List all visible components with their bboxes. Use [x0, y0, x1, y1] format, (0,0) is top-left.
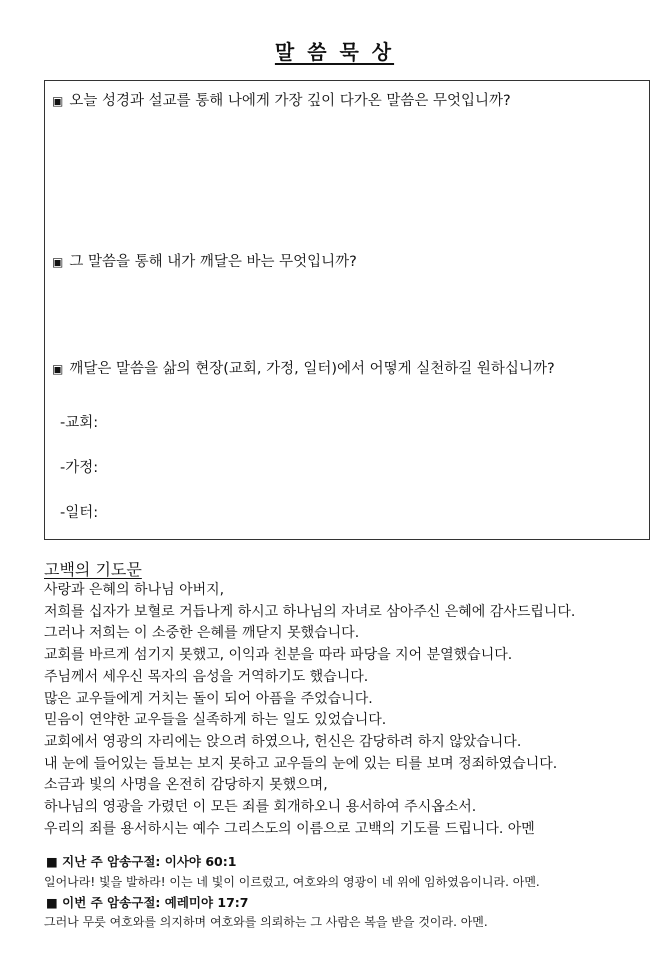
- question-1-text: 오늘 성경과 설교를 통해 나에게 가장 깊이 다가온 말씀은 무엇입니까?: [69, 93, 511, 109]
- bullet-icon: ▣: [52, 94, 64, 108]
- bullet-icon: ▣: [52, 362, 64, 376]
- page-title: 말 씀 묵 상: [274, 40, 395, 64]
- question-3-text: 깨달은 말씀을 삶의 현장(교회, 가정, 일터)에서 어떻게 실천하길 원하십니까?: [69, 361, 555, 377]
- meditation-box: [44, 80, 650, 540]
- prayer-line: 믿음이 연약한 교우들을 실족하게 하는 일도 있었습니다.: [44, 712, 387, 729]
- question-1: [52, 88, 641, 114]
- last-week-verse-text: 일어나라! 빛을 발하라! 이는 네 빛이 이르렀고, 여호와의 영광이 네 위에 임하였음이니라. 아멘.: [44, 875, 540, 889]
- prayer-line: 교회를 바르게 섬기지 못했고, 이익과 친분을 따라 파당을 지어 분열했습니다.: [44, 647, 513, 664]
- prayer-line: 하나님의 영광을 가렸던 이 모든 죄를 회개하오니 용서하여 주시옵소서.: [44, 799, 477, 816]
- prayer-line: 교회에서 영광의 자리에는 앉으려 하였으나, 헌신은 감당하려 하지 않았습니다.: [44, 733, 522, 750]
- church-label: -교회:: [60, 415, 99, 431]
- prayer-line: 그러나 저희는 이 소중한 은혜를 깨닫지 못했습니다.: [44, 625, 360, 642]
- prayer-line: 내 눈에 들어있는 들보는 보지 못하고 교우들의 눈에 있는 티를 보며 정죄하였습니다.: [44, 755, 558, 772]
- question-2: [52, 249, 641, 275]
- question-3: [52, 356, 641, 382]
- prayer-line: 소금과 빛의 사명을 온전히 감당하지 못했으며,: [44, 777, 328, 794]
- bullet-icon: ▣: [52, 255, 64, 269]
- question-2-text: 그 말씀을 통해 내가 깨달은 바는 무엇입니까?: [69, 254, 357, 270]
- work-label: -일터:: [60, 505, 99, 521]
- prayer-line: 많은 교우들에게 거치는 돌이 되어 아픔을 주었습니다.: [44, 690, 373, 707]
- home-label: -가정:: [60, 460, 99, 476]
- this-week-verse-text: 그러나 무릇 여호와를 의지하며 여호와를 의뢰하는 그 사람은 복을 받을 것이라. 아멘.: [44, 915, 488, 929]
- prayer-line: 우리의 죄를 용서하시는 예수 그리스도의 이름으로 고백의 기도를 드립니다. 아멘: [44, 820, 535, 837]
- prayer-line: 저희를 십자가 보혈로 거듭나게 하시고 하나님의 자녀로 삼아주신 은혜에 감사드립니다.: [44, 603, 576, 620]
- prayer-body: [44, 580, 664, 840]
- this-week-verse-label: ■ 이번 주 암송구절: 예레미야 17:7: [46, 895, 249, 910]
- last-week-verse-label: ■ 지난 주 암송구절: 이사야 60:1: [46, 854, 237, 869]
- prayer-title: 고백의 기도문: [44, 560, 142, 579]
- prayer-line: 주님께서 세우신 목자의 음성을 거역하기도 했습니다.: [44, 668, 369, 685]
- prayer-line: 사랑과 은혜의 하나님 아버지,: [44, 582, 225, 598]
